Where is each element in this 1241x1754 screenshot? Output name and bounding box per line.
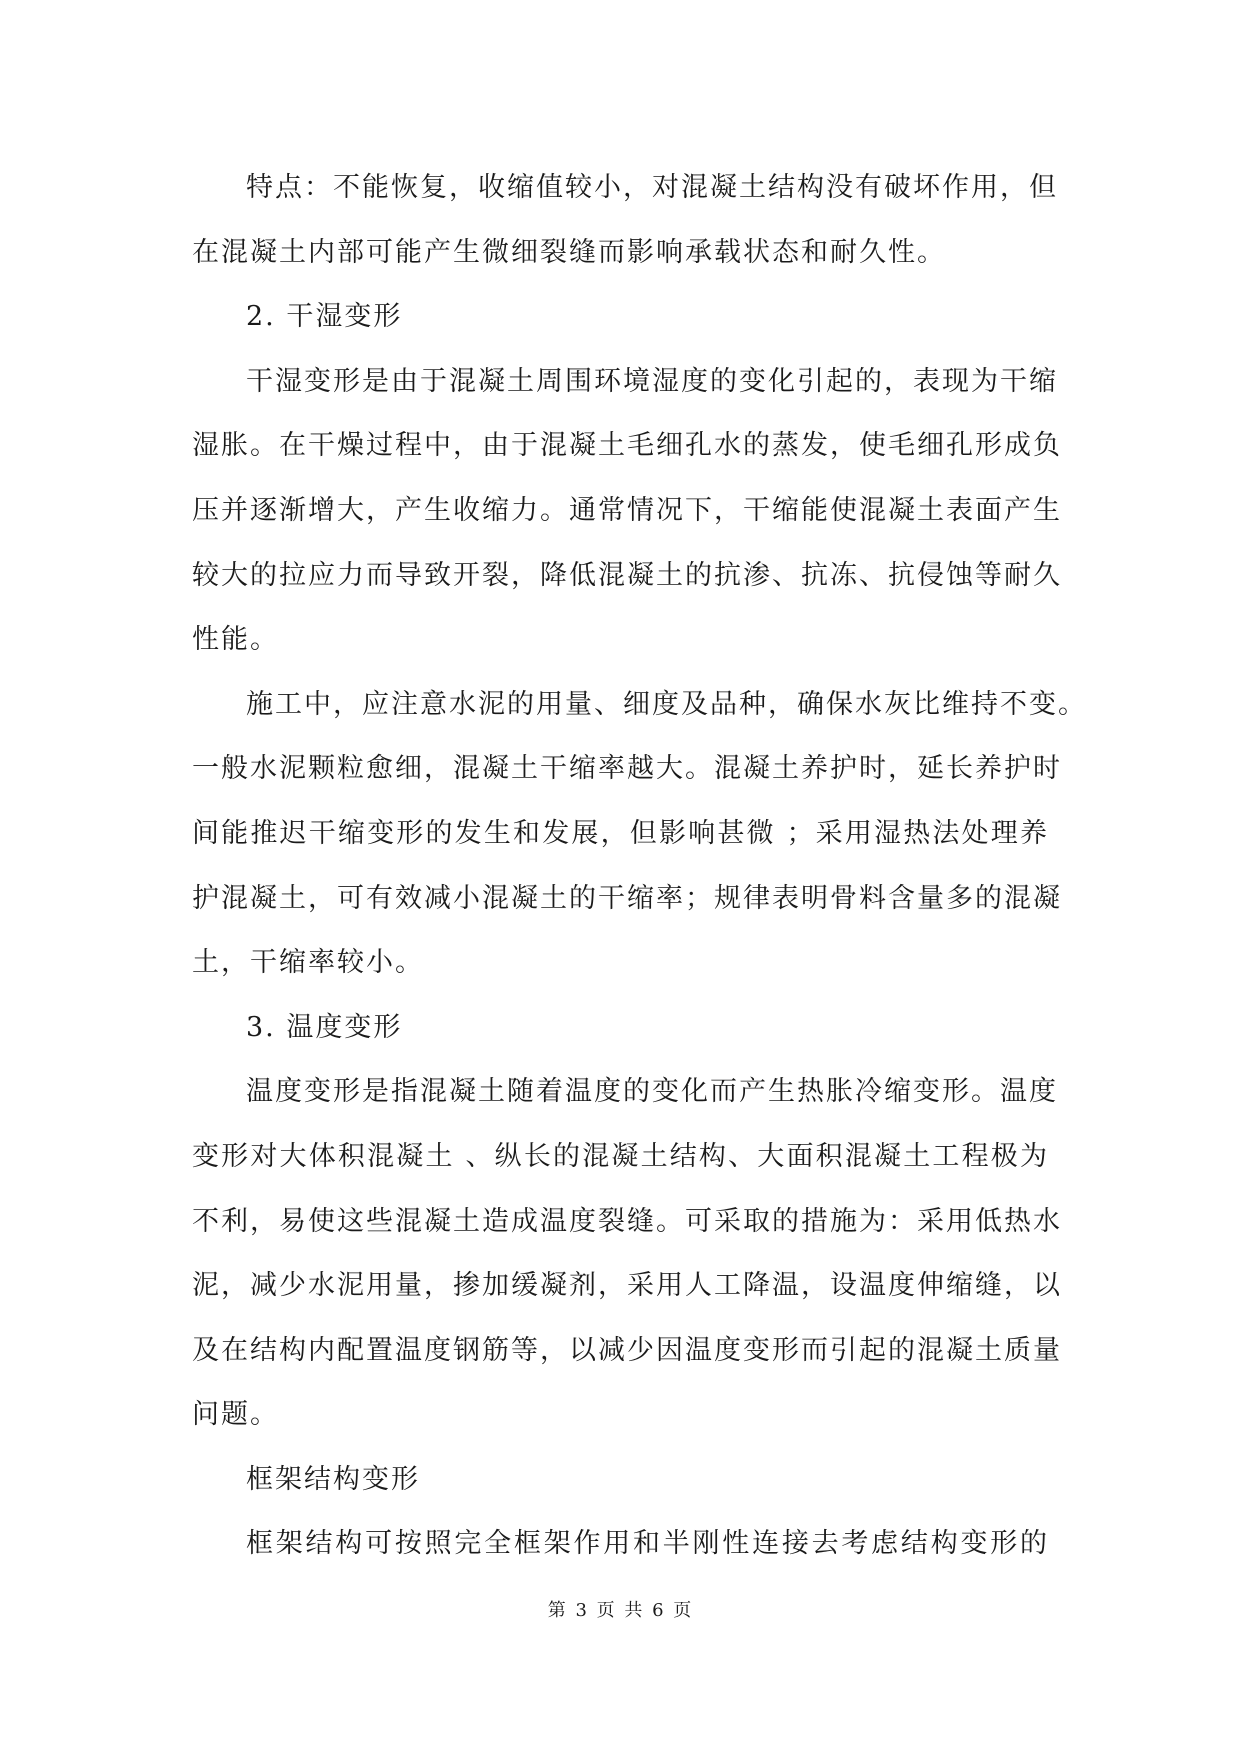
text-line: 框架结构可按照完全框架作用和半刚性连接去考虑结构变形的 [246,1528,1049,1560]
text-line: 湿胀。在干燥过程中，由于混凝土毛细孔水的蒸发，使毛细孔形成负 [192,430,1062,462]
text-line: 一般水泥颗粒愈细，混凝土干缩率越大。混凝土养护时，延长养护时 [192,753,1062,785]
page-footer: 第 3 页 共 6 页 [547,1600,694,1621]
text-line: 护混凝土，可有效减小混凝土的干缩率；规律表明骨料含量多的混凝 [192,882,1062,914]
text-line: 问题。 [192,1399,279,1431]
text-line: 不利，易使这些混凝土造成温度裂缝。可采取的措施为：采用低热水 [192,1205,1062,1237]
text-line: 变形对大体积混凝土 、纵长的混凝土结构、大面积混凝土工程极为 [192,1140,1049,1172]
text-line: 干湿变形是由于混凝土周围环境湿度的变化引起的，表现为干缩 [246,365,1058,397]
text-line: 泥，减少水泥用量，掺加缓凝剂，采用人工降温，设温度伸缩缝，以 [192,1270,1062,1302]
text-line: 及在结构内配置温度钢筋等，以减少因温度变形而引起的混凝土质量 [192,1334,1062,1366]
text-line: 间能推迟干缩变形的发生和发展，但影响甚微 ；采用湿热法处理养 [192,817,1049,849]
text-line: 较大的拉应力而导致开裂，降低混凝土的抗渗、抗冻、抗侵蚀等耐久 [192,559,1062,591]
text-line: 2. 干湿变形 [246,301,403,333]
document-body [192,156,1087,1577]
text-line: 温度变形是指混凝土随着温度的变化而产生热胀冷缩变形。温度 [246,1076,1058,1108]
text-line: 框架结构变形 [246,1463,420,1495]
text-line: 性能。 [192,624,279,656]
text-line: 土，干缩率较小。 [192,947,424,979]
text-line: 在混凝土内部可能产生微细裂缝而影响承载状态和耐久性。 [192,236,946,268]
text-line: 特点：不能恢复，收缩值较小，对混凝土结构没有破坏作用，但 [246,172,1058,203]
text-line: 施工中，应注意水泥的用量、细度及品种，确保水灰比维持不变。 [246,688,1087,720]
text-line: 3. 温度变形 [246,1011,403,1043]
text-line: 压并逐渐增大，产生收缩力。通常情况下，干缩能使混凝土表面产生 [192,494,1062,526]
